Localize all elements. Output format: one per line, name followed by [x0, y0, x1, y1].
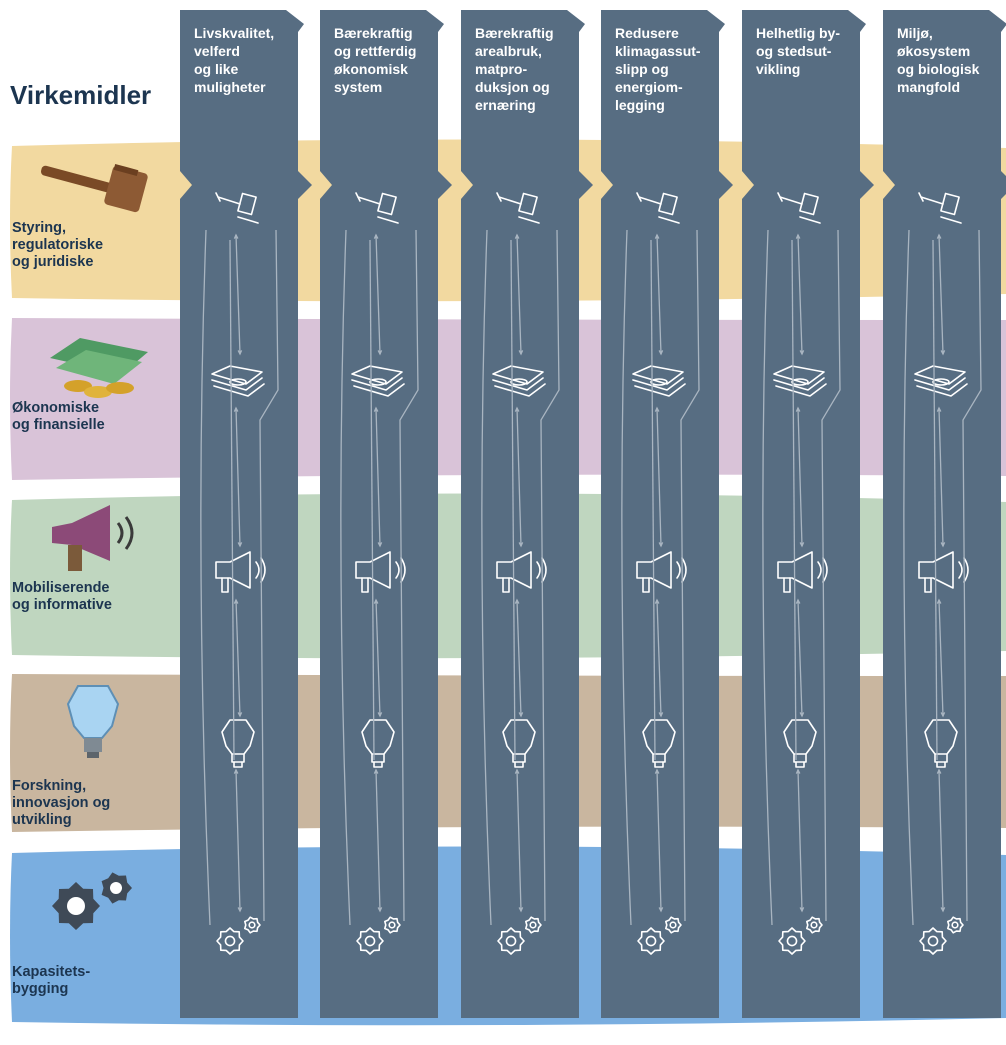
column-title-line: energiom-: [615, 79, 683, 95]
column-3: [461, 10, 593, 1018]
column-title-line: slipp og: [615, 61, 669, 77]
row-label-line: Mobiliserende: [12, 580, 110, 596]
row-label-line: Kapasitets-: [12, 964, 91, 980]
column-title-line: matpro-: [475, 61, 528, 77]
column-strip: [461, 10, 593, 1018]
row-label-line: og informative: [12, 597, 112, 613]
column-6: [883, 10, 1006, 1018]
column-title-line: mangfold: [897, 79, 960, 95]
column-4: [601, 10, 733, 1018]
column-title-line: duksjon og: [475, 79, 550, 95]
column-title-line: klimagassut-: [615, 43, 701, 59]
column-title-line: økonomisk: [334, 61, 408, 77]
column-1: [180, 10, 312, 1018]
row-label-line: bygging: [12, 981, 69, 997]
column-title-line: muligheter: [194, 79, 266, 95]
column-title-line: Livskvalitet,: [194, 25, 275, 41]
column-2: [320, 10, 452, 1018]
column-title-line: arealbruk,: [475, 43, 542, 59]
row-label: [12, 400, 105, 433]
row-label-line: Forskning,: [12, 778, 87, 794]
row-label-line: Økonomiske: [12, 400, 100, 416]
column-title-line: velferd: [194, 43, 240, 59]
row-label-line: innovasjon og: [12, 795, 111, 811]
column-strip: [180, 10, 312, 1018]
column-title-line: system: [334, 79, 383, 95]
column-title-line: og like: [194, 61, 239, 77]
column-title-line: Bærekraftig: [475, 25, 554, 41]
column-title-line: Bærekraftig: [334, 25, 413, 41]
row-label-line: og juridiske: [12, 254, 94, 270]
column-title-line: Helhetlig by-: [756, 25, 841, 41]
column-title-line: Redusere: [615, 25, 679, 41]
column-strip: [883, 10, 1006, 1018]
row-label-line: Styring,: [12, 220, 66, 236]
row-label-line: og finansielle: [12, 417, 105, 433]
column-title-line: og stedsut-: [756, 43, 832, 59]
column-strip: [320, 10, 452, 1018]
column-title-line: økosystem: [897, 43, 971, 59]
column-5: [742, 10, 874, 1018]
diagram-title: Virkemidler: [10, 80, 152, 110]
column-strip: [742, 10, 874, 1018]
column-title-line: og rettferdig: [334, 43, 417, 59]
column-title-line: vikling: [756, 61, 801, 77]
row-label-line: regulatoriske: [12, 237, 104, 253]
row-label: [12, 580, 112, 613]
column-title-line: og biologisk: [897, 61, 980, 77]
column-strip: [601, 10, 733, 1018]
row-label-line: utvikling: [12, 812, 72, 828]
column-title-line: legging: [615, 97, 665, 113]
column-title-line: ernæring: [475, 97, 536, 113]
column-title-line: Miljø,: [897, 25, 933, 41]
